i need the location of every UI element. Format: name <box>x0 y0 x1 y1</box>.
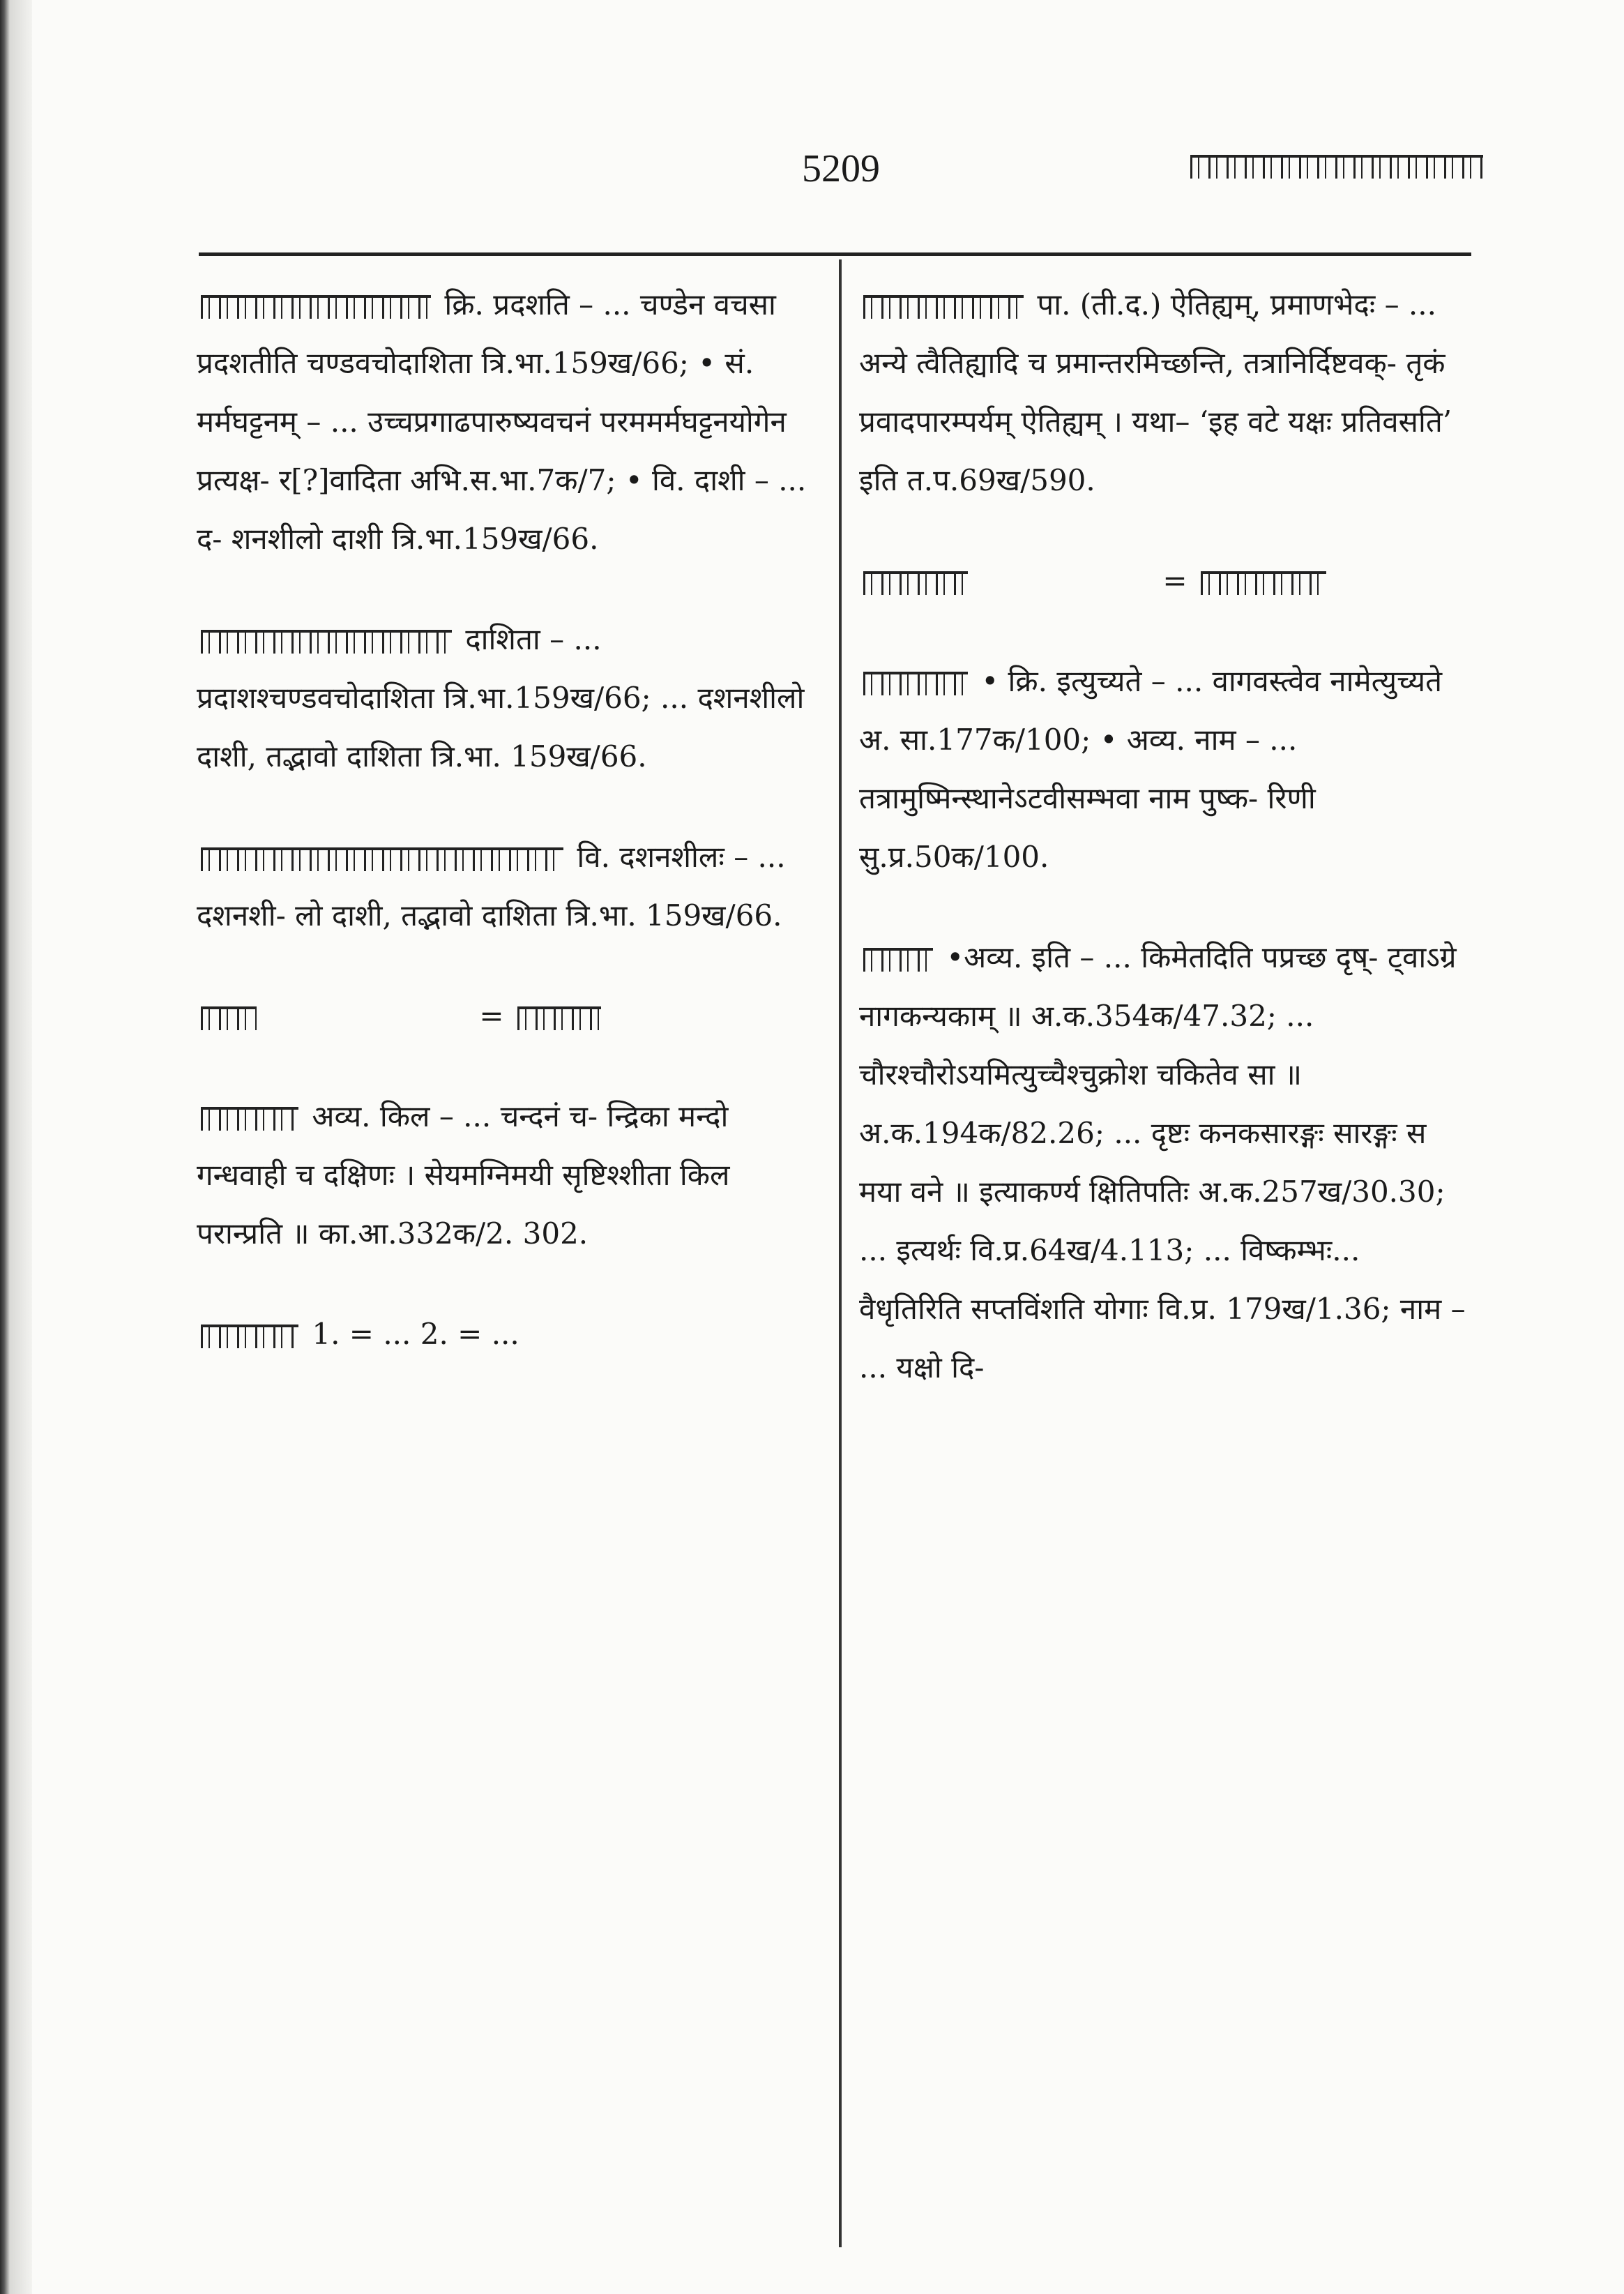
running-head <box>1190 155 1483 179</box>
tibetan-headword <box>201 847 563 871</box>
entry-text: दाशिता – ... प्रदाशश्चण्डवचोदाशिता त्रि.भा.159ख/66; ... दशनशीलो दाशी, तद्भावो दाशिता त्रि.भा. 159ख/66. <box>197 622 805 774</box>
tibetan-headword <box>201 1325 298 1348</box>
entry-text: = <box>1162 564 1187 598</box>
tibetan-headword <box>201 295 431 319</box>
tibetan-headword <box>863 571 968 595</box>
tibetan-crossref <box>517 1006 601 1030</box>
entry-text: •अव्य. इति – ... किमेतदिति पप्रच्छ दृष्- ट्वाऽग्रे नागकन्यकाम् ॥ अ.क.354क/47.32; ... चौरश्चौरोऽयमित्युच्चैश्चुक्रोश चकितेव सा ॥ अ.क.194क/82.26; ... दृष्टः कनकसारङ्गः सारङ्गः स मया वने ॥ इत्याकर्ण्य क्षितिपतिः अ.क.257ख/30.30; ... इत्यर्थः वि.प्र.64ख/4.113; ... विष्कम्भः... वैधृतिरिति सप्तविंशति योगाः वि.प्र. 179ख/1.36; नाम – ... यक्षो दि- <box>859 940 1466 1384</box>
dictionary-entry <box>197 1305 824 1364</box>
dictionary-entry <box>197 276 824 568</box>
dictionary-entry <box>859 652 1466 886</box>
entry-text: = <box>479 999 504 1033</box>
header-rule <box>199 252 1471 256</box>
dictionary-entry <box>859 928 1466 1397</box>
tibetan-crossref <box>1201 571 1326 595</box>
dictionary-entry <box>197 610 824 786</box>
left-column <box>197 276 824 1405</box>
tibetan-headword <box>201 630 452 654</box>
right-column <box>859 276 1466 1439</box>
dictionary-entry <box>197 1087 824 1263</box>
dictionary-entry <box>859 276 1466 510</box>
dictionary-entry <box>197 987 824 1046</box>
entry-text: • क्रि. इत्युच्यते – ... वागवस्त्वेव नामेत्युच्यते अ. सा.177क/100; • अव्य. नाम – ... तत्रामुष्मिन्स्थानेऽटवीसम्भवा नाम पुष्क- रिणी सु.प्र.50क/100. <box>859 664 1443 874</box>
tibetan-headword <box>201 1006 257 1030</box>
entry-text: वि. दशनशीलः – ... दशनशी- लो दाशी, तद्भावो दाशिता त्रि.भा. 159ख/66. <box>197 840 786 933</box>
entry-text: पा. (ती.द.) ऐतिह्यम्, प्रमाणभेदः – ... अन्ये त्वैतिह्यादि च प्रमान्तरमिच्छन्ति, तत्रानिर्दिष्टवक्- तृकं प्रवादपारम्पर्यम् ऐतिह्यम् । यथा– ‘इह वटे यक्षः प्रतिवसति’ इति त.प.69ख/590. <box>859 287 1452 497</box>
entry-text: 1. = ... 2. = ... <box>312 1317 519 1351</box>
scan-left-edge <box>0 0 32 2294</box>
page-number: 5209 <box>802 147 880 190</box>
entry-text: अव्य. किल – ... चन्दनं च- न्द्रिका मन्दो गन्धवाही च दक्षिणः । सेयमग्निमयी सृष्टिश्शीता किल परान्प्रति ॥ का.आ.332क/2. 302. <box>197 1099 730 1251</box>
dictionary-entry <box>197 828 824 945</box>
dictionary-entry <box>859 552 1466 610</box>
entry-text: क्रि. प्रदशति – ... चण्डेन वचसा प्रदशतीति चण्डवचोदाशिता त्रि.भा.159ख/66; • सं. मर्मघट्टनम् – ... उच्चप्रगाढपारुष्यवचनं परममर्मघट्टनयोगेन प्रत्यक्ष- र[?]वादिता अभि.स.भा.7क/7; • वि. दाशी – ... द- शनशीलो दाशी त्रि.भा.159ख/66. <box>197 287 807 556</box>
column-rule <box>839 259 842 2247</box>
tibetan-headword <box>863 295 1024 319</box>
tibetan-headword <box>863 948 933 972</box>
tibetan-headword <box>863 672 968 695</box>
tibetan-headword <box>201 1107 298 1131</box>
